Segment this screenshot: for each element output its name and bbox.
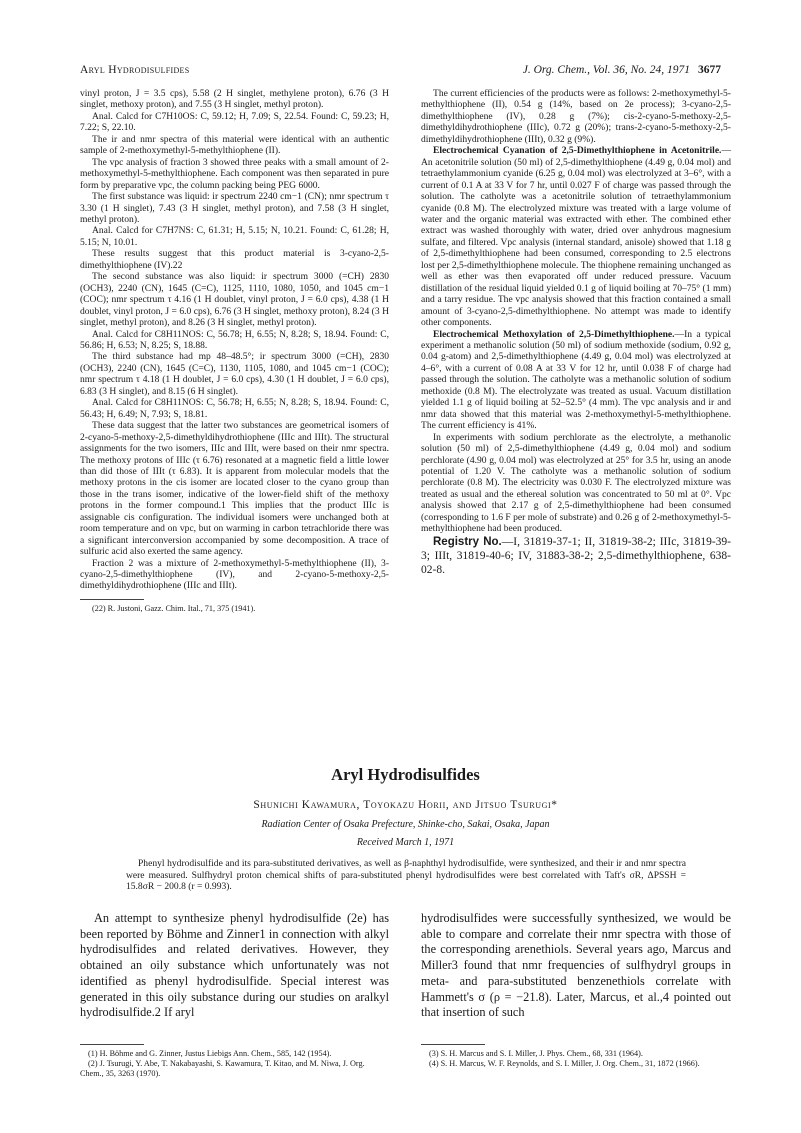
- footnote-rule: [80, 1044, 144, 1045]
- journal-citation: [523, 64, 721, 76]
- section-heading: Electrochemical Cyanation of 2,5-Dimethylthiophene in Acetonitrile.: [433, 145, 722, 157]
- affiliation: Radiation Center of Osaka Prefecture, Shinke-cho, Sakai, Osaka, Japan: [261, 819, 550, 830]
- footnote-rule: [421, 1044, 485, 1045]
- footnotes-right: [421, 1044, 731, 1069]
- footnote: (22) R. Justoni, Gazz. Chim. Ital., 71, 375 (1941).: [92, 603, 256, 613]
- paragraph: The first substance was liquid: ir spectrum 2240 cm−1 (CN); nmr spectrum τ 3.30 (1 H singlet), 7.43 (3 H singlet, methyl proton), and 7.58 (3 H singlet, methyl proton).: [80, 191, 389, 225]
- footnote: (2) J. Tsurugi, Y. Abe, T. Nakabayashi, S. Kawamura, T. Kitao, and M. Niwa, J. Org. Chem., 35, 3263 (1970).: [80, 1059, 365, 1078]
- paragraph: [421, 145, 731, 328]
- article-header: [80, 765, 731, 848]
- footnote-rule: [80, 599, 144, 600]
- footnote: (4) S. H. Marcus, W. F. Reynolds, and S. I. Miller, J. Org. Chem., 31, 1872 (1966).: [429, 1059, 700, 1068]
- footnote: (3) S. H. Marcus and S. I. Miller, J. Phys. Chem., 68, 331 (1964).: [429, 1049, 643, 1058]
- page-number: 3677: [698, 64, 721, 76]
- paragraph: [421, 329, 731, 432]
- running-head: [80, 64, 721, 80]
- paragraph: These results suggest that this product material is 3-cyano-2,5-dimethylthiophene (IV).22: [80, 248, 389, 271]
- authors: Shunichi Kawamura, Toyokazu Horii, and Jitsuo Tsurugi*: [253, 799, 558, 811]
- paragraph: Fraction 2 was a mixture of 2-methoxymethyl-5-methylthiophene (II), 3-cyano-2,5-dimethylthiophene (IV), and 2-cyano-5-methoxy-2,5-dimethyldihydrothiophene (IIIc and IIIt).: [80, 557, 389, 592]
- paragraph: These data suggest that the latter two substances are geometrical isomers of 2-cyano-5-methoxy-2,5-dimethyldihydrothiophene (IIIc and IIIt). The structural assignments for the two isomers, IIIc and IIIt, were based on their nmr spectra. The methoxy protons of IIIc (τ 6.76) resonated at a magnetic field a little lower than did those of IIIt (τ 6.83). It is apparent from molecular models that the methoxy protons in the cis isomer are located closer to the cyano group than those in the trans isomer, indicative of the lower-field shift of the methoxy protons in the former compound.1 This implies that the product IIIc is assignable cis configuration. The individual isomers were unchanged both at room temperature and on vpc, but on warming in carbon tetrachloride there was a significant interconversion accompanied by some decomposition. A trace of sulfuric acid also exerted the same agency.: [80, 420, 389, 558]
- article-title: Aryl Hydrodisulfides: [331, 765, 480, 784]
- abstract: Phenyl hydrodisulfide and its para-substituted derivatives, as well as β-naphthyl hydrodisulfide, were synthesized, and their ir and nmr spectra were measured. Sulfhydryl proton chemical shifts of para-substituted phenyl hydrodisulfides were best correlated with Taft's σR, ΔPSSH = 15.8σR − 200.8 (r = 0.993).: [126, 858, 686, 892]
- article-body-left: [80, 911, 389, 1021]
- section-text: —An acetonitrile solution (50 ml) of 2,5-dimethylthiophene (4.49 g, 0.04 mol) and tetraethylammonium cyanide (6.25 g, 0.04 mol) was electrolyzed at 3–6°, with a current of 0.1 A at 33 V for 7 hr, until 0.027 F of charge was passed through the solution. The catholyte was a acetonitrile solution of tetraethylammonium cyanide (0.8 M). The electrolyzed mixture was treated with a large volume of water and the organic material was extracted with ether. The combined ether extract was washed thoroughly with water, dried over anhydrous magnesium sulfate, and filtered. Vpc analysis (internal standard, anisole) showed that 1.18 g of 2,5-dimethylthiophene had been consumed, corresponding to 2.5 electrons lost per 2,5-dimethylthiophene molecule. The thiophene remaining unchanged as well as ether was then evaporated off under reduced pressure. Vacuum distillation of the residual liquid yielded 0.1 g of liquid boiling at 70–75° (1 mm) and a tarry residue. The vpc analysis showed that this fraction contained a small amount of 3-cyano-2,5-dimethylthiophene. No attempt was made to identify other components.: [421, 145, 731, 329]
- registry-text: —I, 31819-37-1; II, 31819-38-2; IIIc, 31819-39-3; IIIt, 31819-40-6; IV, 31883-38-2; 2,5-dimethylthiophene, 638-02-8.: [421, 535, 731, 577]
- registry-label: Registry No.: [433, 535, 502, 548]
- paragraph: The ir and nmr spectra of this material were identical with an authentic sample of 2-methoxymethyl-5-methylthiophene (II).: [80, 133, 389, 157]
- registry-numbers: [421, 535, 731, 578]
- running-title: Aryl Hydrodisulfides: [80, 64, 190, 76]
- footnotes-left: [80, 1044, 389, 1079]
- section-heading: Electrochemical Methoxylation of 2,5-Dimethylthiophene.: [433, 328, 675, 340]
- paragraph: In experiments with sodium perchlorate as the electrolyte, a methanolic solution (50 ml) of 2,5-dimethylthiophene (4.49 g, 0.04 mol) and sodium perchlorate (4.90 g, 0.04 mol) was electrolyzed at 25° for 3.5 hr, using an anode potential of 1.20 V. The catholyte was a methanolic solution of sodium perchlorate (0.8 M). The electricity was 0.030 F. The electrolyzed mixture was treated as usual and the ethereal solution was concentrated to 50 ml at 0°. Vpc analysis showed that 2.17 g of 2,5-dimethylthiophene had been consumed (corresponding to 1.6 F per mole of substrate) and 0.26 g of 2-methoxymethyl-5-methylthiophene had been produced.: [421, 431, 731, 535]
- paragraph: The current efficiencies of the products were as follows: 2-methoxymethyl-5-methylthiophene (II), 0.54 g (14%, based on 2e process); 3-cyano-2,5-dimethylthiophene (IV), 0.28 g (7%); cis-2-cyano-5-methoxy-2,5-dimethyldihydrothiophene (IIIc), 0.72 g (20%); trans-2-cyano-5-methoxy-2,5-dimethyldihydrothiophene (IIIt), 0.32 g (9%).: [421, 88, 731, 145]
- paragraph: Anal. Calcd for C8H11NOS: C, 56.78; H, 6.55; N, 8.28; S, 18.94. Found: C, 56.86; H, 6.53; N, 8.25; S, 18.88.: [80, 328, 389, 351]
- right-column: [421, 88, 731, 577]
- paragraph: vinyl proton, J = 3.5 cps), 5.58 (2 H singlet, methylene proton), 6.76 (3 H singlet, methoxy proton), and 7.55 (3 H singlet, methyl proton).: [80, 88, 389, 111]
- paragraph: Anal. Calcd for C8H11NOS: C, 56.78; H, 6.55; N, 8.28; S, 18.94. Found: C, 56.43; H, 6.49; N, 7.93; S, 18.81.: [80, 397, 389, 420]
- paragraph: hydrodisulfides were successfully synthesized, we would be able to compare and correlate their nmr spectra with those of the corresponding arenethiols. Several years ago, Marcus and Miller3 found that nmr frequencies of sulfhydryl groups in meta- and para-substituted benzenethiols correlate with Hammett's σ (ρ = −21.8). Later, Marcus, et al.,4 pointed out that insertion of such: [421, 911, 731, 1020]
- paragraph: Anal. Calcd for C7H10OS: C, 59.12; H, 7.09; S, 22.54. Found: C, 59.23; H, 7.22; S, 22.10.: [80, 110, 389, 134]
- paragraph: The vpc analysis of fraction 3 showed three peaks with a small amount of 2-methoxymethyl-5-methylthiophene. Each component was then separated in pure form by preparative vpc, the column packing being PEG 6000.: [80, 156, 389, 191]
- footnote: (1) H. Böhme and G. Zinner, Justus Liebigs Ann. Chem., 585, 142 (1954).: [88, 1049, 332, 1058]
- paragraph: The third substance had mp 48–48.5°; ir spectrum 3000 (=CH), 2830 (OCH3), 2240 (CN), 1645 (C=C), 1130, 1105, 1080, and 1045 cm−1 (COC); nmr spectrum τ 4.18 (1 H doublet, J = 6.0 cps), 4.30 (1 H doublet, J = 6.0 cps), 6.83 (3 H singlet), and 8.15 (6 H singlet).: [80, 351, 389, 397]
- paragraph: The second substance was also liquid: ir spectrum 3000 (=CH) 2830 (OCH3), 2240 (CN), 1645 (C=C), 1125, 1110, 1080, 1050, and 1045 cm−1 (COC); nmr spectrum τ 4.16 (1 H doublet, vinyl proton, J = 6.0 cps), 4.38 (1 H doublet, vinyl proton, J = 6.0 cps), 6.76 (3 H singlet, methoxy proton), 8.24 (3 H singlet, methyl proton), and 8.26 (3 H singlet, methyl proton).: [80, 271, 389, 329]
- article-body-right: [421, 911, 731, 1021]
- paragraph: Anal. Calcd for C7H7NS: C, 61.31; H, 5.15; N, 10.21. Found: C, 61.28; H, 5.15; N, 10.01.: [80, 225, 389, 248]
- left-column: [80, 88, 389, 614]
- journal-name: J. Org. Chem., Vol. 36, No. 24, 1971: [522, 64, 690, 76]
- paragraph: An attempt to synthesize phenyl hydrodisulfide (2e) has been reported by Böhme and Zinner1 in connection with alkyl hydrodisulfides and related derivatives. However, they obtained an oily substance which unfortunately was not identified as phenyl hydrodisulfide. Special interest was generated in this oily substance during our studies on aralkyl hydrodisulfide.2 If aryl: [80, 911, 389, 1020]
- section-text: —In a typical experiment a methanolic solution (50 ml) of sodium methoxide (sodium, 0.92 g, 0.04 g-atom) and 2,5-dimethylthiophene (4.49 g, 0.04 mol) was electrolyzed at 4–6°, with a current of 0.08 A at 33 V for 12 hr, until 0.038 F of charge had passed through the solution. The catholyte was a methanolic solution of sodium methoxide (0.8 M). The electrolyzate was treated as usual. Vacuum distillation yielded 1.1 g of liquid boiling at 52–52.5° (4 mm). The vpc analysis and ir and nmr data showed that this material was 2-methoxymethyl-5-methylthiophene. The current efficiency is 41%.: [421, 328, 732, 432]
- received-date: Received March 1, 1971: [356, 837, 455, 848]
